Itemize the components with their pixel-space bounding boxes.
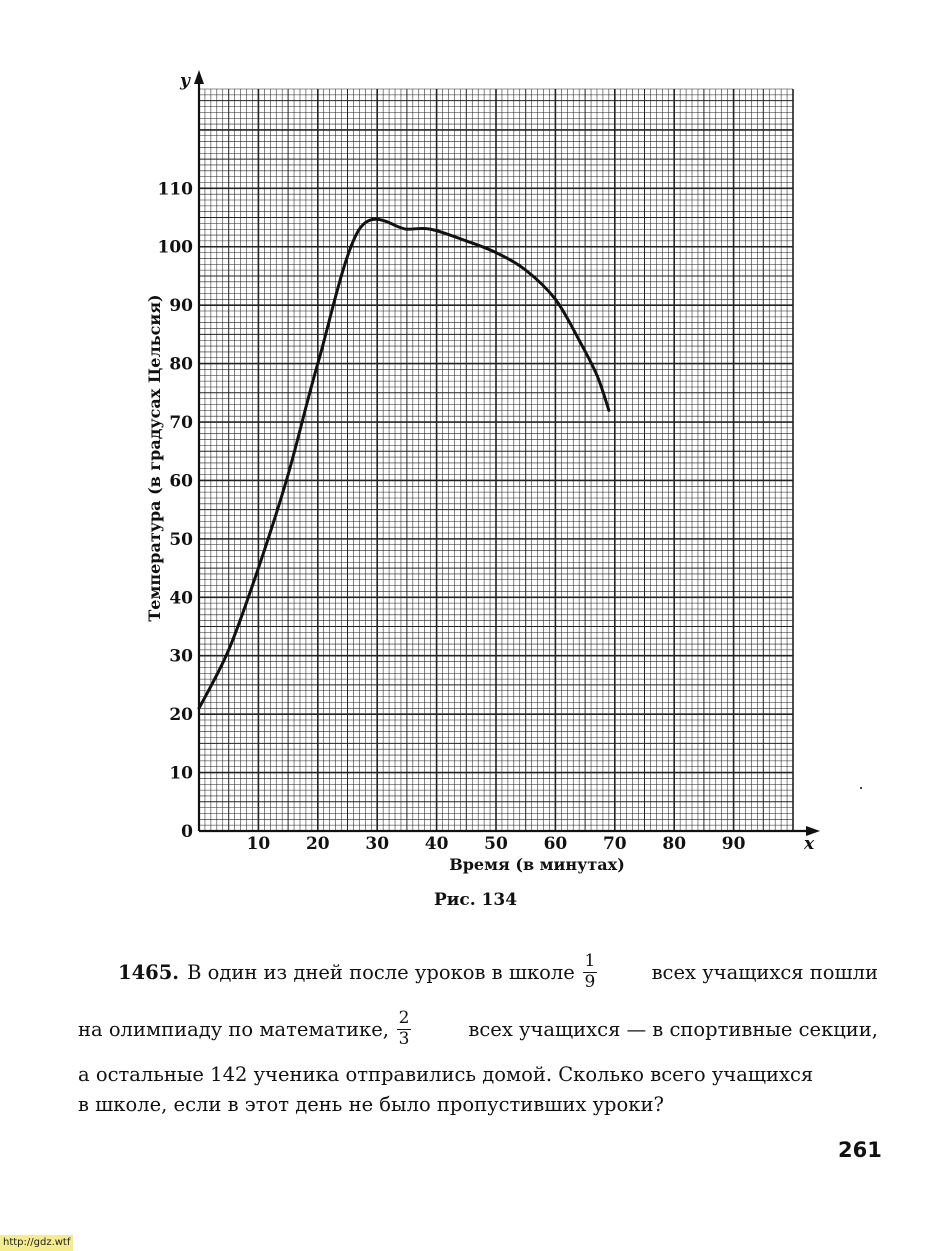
fraction-numerator: 1 bbox=[584, 950, 596, 971]
x-tick-label: 10 bbox=[246, 834, 271, 854]
fraction-denominator: 3 bbox=[398, 1028, 410, 1049]
x-tick-label: 20 bbox=[305, 834, 330, 854]
series-line bbox=[199, 219, 609, 708]
speck bbox=[860, 787, 862, 789]
y-tick-label: 0 bbox=[181, 822, 193, 842]
problem-text-1a: В один из дней после уроков в школе bbox=[187, 960, 575, 984]
x-tick-label: 90 bbox=[721, 834, 746, 854]
fraction-denominator: 9 bbox=[584, 971, 596, 992]
x-tick-label: 50 bbox=[484, 834, 508, 854]
y-axis-name: y bbox=[180, 71, 190, 91]
watermark: http://gdz.wtf bbox=[0, 1235, 73, 1251]
y-tick-label: 70 bbox=[169, 413, 193, 434]
x-axis-title: Время (в минутах) bbox=[449, 855, 625, 874]
page-number: 261 bbox=[838, 1138, 882, 1162]
problem-text-1b: всех учащихся пошли bbox=[651, 960, 878, 984]
fraction-two-thirds bbox=[397, 1007, 411, 1049]
y-tick-label: 110 bbox=[157, 179, 193, 200]
fraction-one-ninth bbox=[583, 950, 597, 992]
x-tick-label: 60 bbox=[543, 834, 568, 854]
y-tick-label: 90 bbox=[169, 296, 193, 317]
fraction-numerator: 2 bbox=[398, 1007, 410, 1028]
problem-text-2b: всех учащихся — в спортивные секции, bbox=[468, 1017, 878, 1041]
x-tick-label: 30 bbox=[365, 834, 390, 854]
y-axis-arrow bbox=[194, 70, 204, 84]
x-tick-label: 40 bbox=[424, 834, 449, 854]
y-tick-label: 80 bbox=[169, 354, 193, 375]
x-axis-name: x bbox=[804, 834, 815, 854]
y-axis-title: Температура (в градусах Цельсия) bbox=[145, 294, 164, 622]
y-tick-label: 40 bbox=[169, 588, 193, 609]
y-tick-label: 20 bbox=[169, 705, 193, 726]
y-tick-label: 60 bbox=[169, 471, 193, 492]
x-tick-label: 80 bbox=[662, 834, 687, 854]
problem-line-1 bbox=[78, 945, 878, 999]
problem-text-2a: на олимпиаду по математике, bbox=[78, 1017, 389, 1041]
x-tick-labels bbox=[247, 834, 746, 854]
x-tick-label: 70 bbox=[602, 834, 627, 854]
problem-line-4: в школе, если в этот день не было пропустивших уроки? bbox=[78, 1092, 664, 1116]
figure-caption: Рис. 134 bbox=[433, 890, 518, 910]
y-tick-label: 10 bbox=[169, 763, 193, 784]
y-tick-label: 50 bbox=[169, 529, 193, 550]
problem-line-2 bbox=[78, 999, 878, 1059]
problem-number: 1465. bbox=[118, 960, 180, 984]
problem-text bbox=[78, 945, 878, 1119]
y-tick-label: 100 bbox=[157, 237, 193, 258]
y-tick-label: 30 bbox=[169, 646, 193, 667]
problem-line-3: а остальные 142 ученика отправились домой. Сколько всего учащихся bbox=[78, 1062, 814, 1086]
